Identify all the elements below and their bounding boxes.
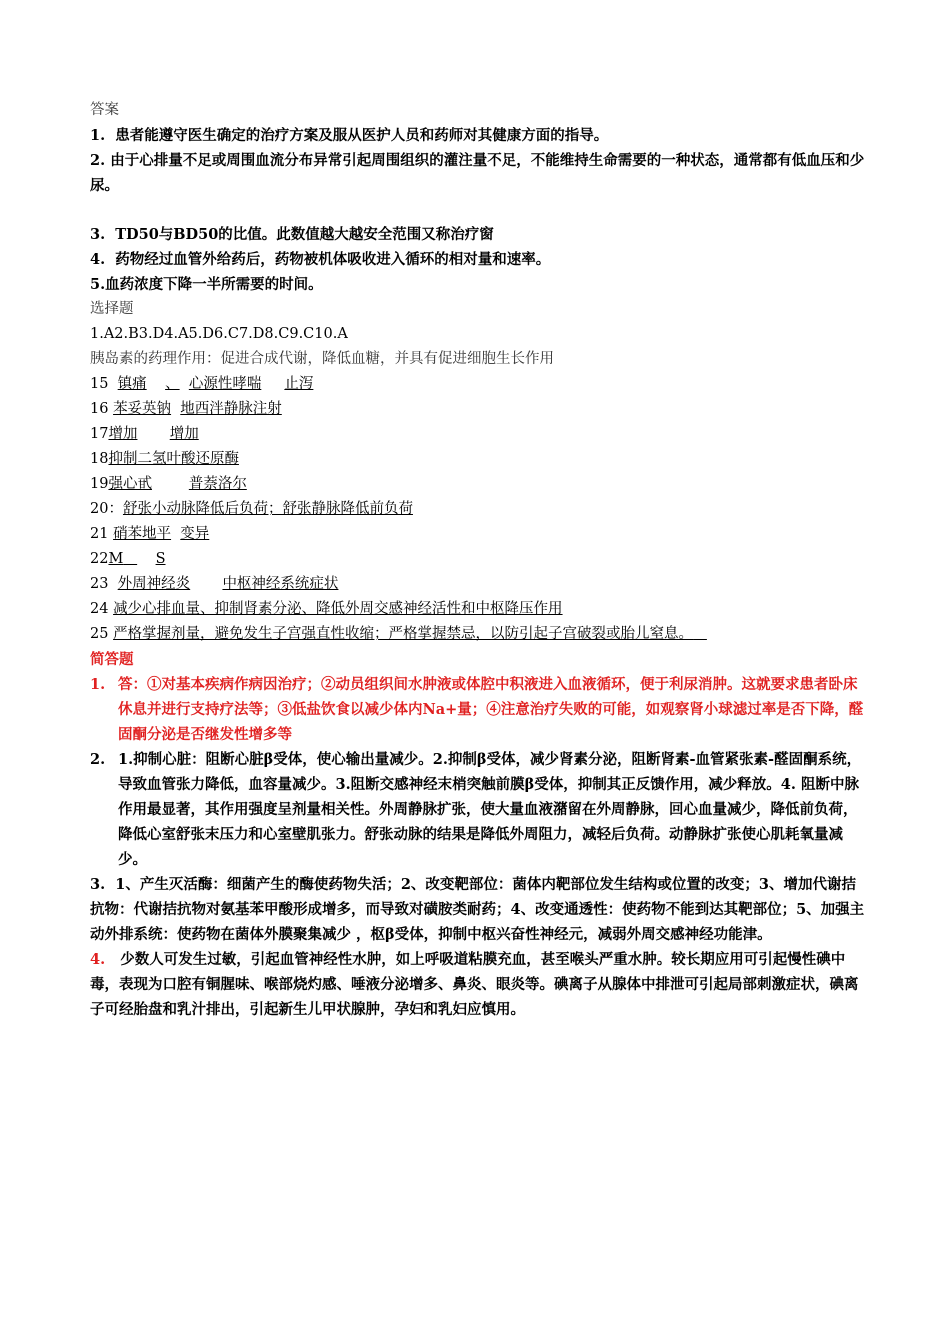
definition-3: 3. TD50与BD50的比值。此数值越大越安全范围又称治疗窗 bbox=[90, 226, 494, 243]
short-answer-3: 3. 1、产生灭活酶：细菌产生的酶使药物失活；2、改变靶部位：菌体内靶部位发生结构或位置的改变；3、增加代谢拮抗物：代谢拮抗物对氨基苯甲酸形成增多，而导致对磺胺类耐药；4、改变通透性：使药物不能到达其靶部位；5、加强主动外排系统：使药物在菌体外膜聚集减少 ，枢β受体，抑制中枢兴奋性神经元，减弱外周交感神经功能津。 bbox=[90, 876, 865, 943]
fill-blank-18: 18抑制二氢叶酸还原酶 bbox=[90, 451, 239, 467]
insulin-line: 胰岛素的药理作用：促进合成代谢，降低血糖，并具有促进细胞生长作用 bbox=[90, 351, 554, 367]
definition-2: 2. 由于心排量不足或周围血流分布异常引起周围组织的灌注量不足，不能维持生命需要的一种状态，通常都有低血压和少尿。 bbox=[90, 152, 865, 194]
answer-document bbox=[90, 98, 870, 1022]
fill-blank-21: 21 硝苯地平 变异 bbox=[90, 526, 210, 542]
choice-answers: 1.A2.B3.D4.A5.D6.C7.D8.C9.C10.A bbox=[90, 326, 348, 342]
spacer bbox=[90, 198, 870, 222]
definition-5: 5.血药浓度下降一半所需要的时间。 bbox=[90, 276, 323, 293]
fill-blank-23: 23 外周神经炎 中枢神经系统症状 bbox=[90, 576, 339, 592]
fill-blank-15: 15 镇痛 、 心源性哮喘 止泻 bbox=[90, 376, 314, 392]
fill-blank-17: 17增加 增加 bbox=[90, 426, 199, 442]
fill-blank-16: 16 苯妥英钠 地西泮静脉注射 bbox=[90, 401, 282, 417]
short-answer-4: 4. 少数人可发生过敏，引起血管神经性水肿，如上呼吸道粘膜充血，甚至喉头严重水肿。较长期应用可引起慢性碘中毒，表现为口腔有铜腥味、喉部烧灼感、唾液分泌增多、鼻炎、眼炎等。碘离子从腺体中排泄可引起局部刺激症状，碘离子可经胎盘和乳汁排出，引起新生儿甲状腺肿，孕妇和乳妇应慎用。 bbox=[90, 951, 859, 1018]
short-answer-heading: 简答题 bbox=[90, 651, 134, 668]
definition-1: 1. 患者能遵守医生确定的治疗方案及服从医护人员和药师对其健康方面的指导。 bbox=[90, 127, 609, 144]
choice-heading: 选择题 bbox=[90, 301, 134, 317]
answer-heading: 答案 bbox=[90, 102, 119, 118]
fill-blank-25: 25 严格掌握剂量，避免发生子宫强直性收缩；严格掌握禁忌，以防引起子宫破裂或胎儿窒息。 bbox=[90, 626, 694, 642]
short-answer-2: 2. 1.抑制心脏：阻断心脏β受体，使心输出量减少。2.抑制β受体，减少肾素分泌，阻断肾素-血管紧张素-醛固酮系统，导致血管张力降低，血容量减少。3.阻断交感神经末梢突触前膜β受体，抑制其正反馈作用，减少释放。4. 阻断中脉作用最显著，其作用强度呈剂量相关性。外周静脉扩张，使大量血液潴留在外周静脉，回心血量减少，降低前负荷，降低心室舒张末压力和心室壁肌张力。舒张动脉的结果是降低外周阻力，减轻后负荷。动静脉扩张使心肌耗氧量减少。 bbox=[90, 751, 862, 868]
fill-blank-22: 22M S bbox=[90, 551, 166, 567]
fill-blank-20: 20：舒张小动脉降低后负荷；舒张静脉降低前负荷 bbox=[90, 501, 413, 517]
definition-4: 4. 药物经过血管外给药后，药物被机体吸收进入循环的相对量和速率。 bbox=[90, 251, 551, 268]
fill-blank-19: 19强心甙 普萘洛尔 bbox=[90, 476, 247, 492]
fill-blank-24: 24 减少心排血量、抑制肾素分泌、降低外周交感神经活性和中枢降压作用 bbox=[90, 601, 563, 617]
short-answer-1: 1. 答：①对基本疾病作病因治疗；②动员组织间水肿液或体腔中积液进入血液循环，便于利尿消肿。这就要求患者卧床休息并进行支持疗法等；③低盐饮食以减少体内Na+量；④注意治疗失败的可能，如观察肾小球滤过率是否下降，醛固酮分泌是否继发性增多等 bbox=[90, 676, 864, 743]
